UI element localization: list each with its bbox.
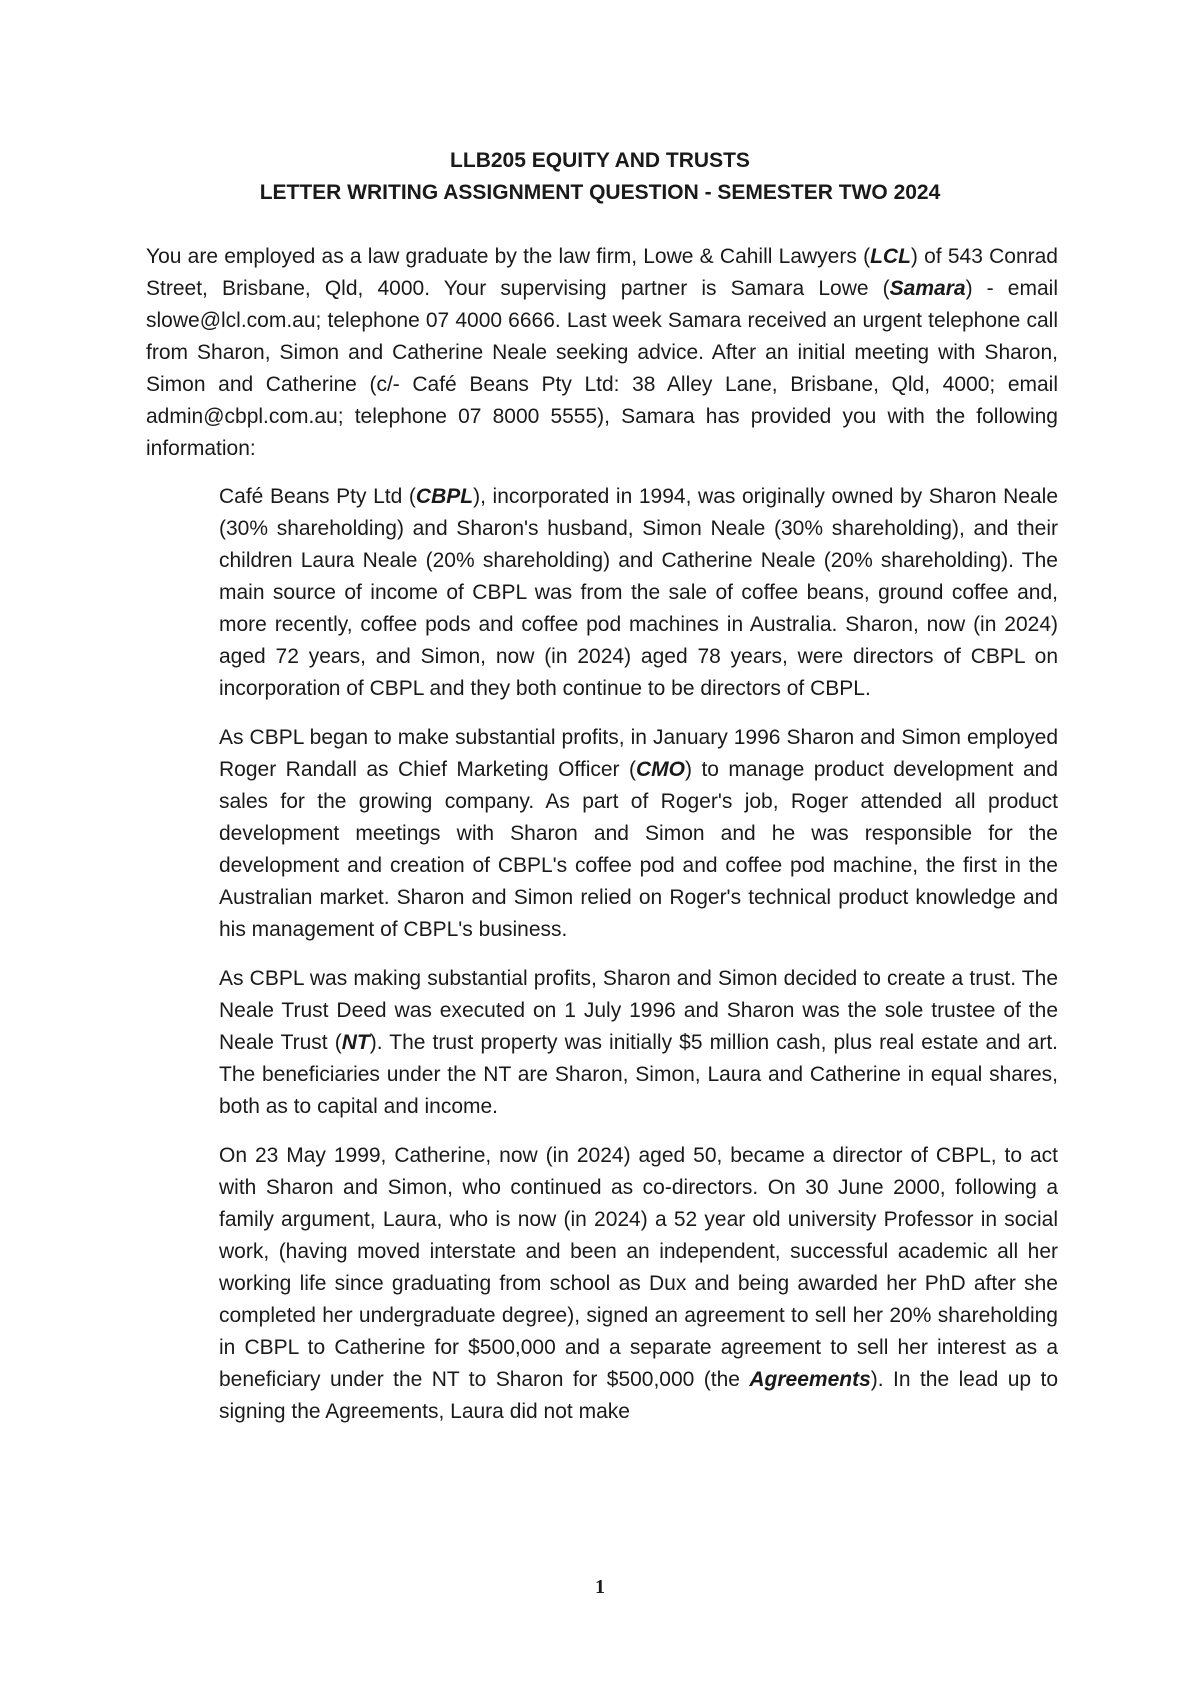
para1-text-a: Café Beans Pty Ltd ( (219, 485, 416, 508)
defined-term-lcl: LCL (870, 245, 911, 268)
defined-term-samara: Samara (889, 277, 966, 300)
para4-text-a: On 23 May 1999, Catherine, now (in 2024) aged 50, became a director of CBPL, to act with Sharon and Simon, who continued as co-directors. On 30 June 2000, following a family argument, Laura, who is now (in 2024) a 52 year old university Professor in social work, (having moved interstate and been an independent, successful academic all her working life since graduating from school as Dux and being awarded her PhD after she completed her undergraduate degree), signed an agreement to sell her 20% shareholding in CBPL to Catherine for $500,000 and a separate agreement to sell her interest as a beneficiary under the NT to Sharon for $500,000 (the (219, 1144, 1058, 1391)
para3-text-a: As CBPL was making substantial profits, Sharon and Simon decided to create a trust. The Neale Trust Deed was executed on 1 July 1996 and Sharon was the sole trustee of the Neale Trust ( (219, 967, 1058, 1054)
defined-term-nt: NT (341, 1031, 370, 1054)
facts-block (219, 481, 1058, 1445)
facts-paragraph-2 (219, 722, 1058, 946)
defined-term-agreements: Agreements (749, 1368, 871, 1391)
para1-text-b: ), incorporated in 1994, was originally owned by Sharon Neale (30% shareholding) and Sharon's husband, Simon Neale (30% shareholding), and their children Laura Neale (20% shareholding) and Catherine Neale (20% shareholding). The main source of income of CBPL was from the sale of coffee beans, ground coffee and, more recently, coffee pods and coffee pod machines in Australia. Sharon, now (in 2024) aged 72 years, and Simon, now (in 2024) aged 78 years, were directors of CBPL on incorporation of CBPL and they both continue to be directors of CBPL. (219, 485, 1058, 700)
intro-text-c: ) - email slowe@lcl.com.au; telephone 07 4000 6666. Last week Samara received an urgent telephone call from Sharon, Simon and Catherine Neale seeking advice. After an initial meeting with Sharon, Simon and Catherine (c/- Café Beans Pty Ltd: 38 Alley Lane, Brisbane, Qld, 4000; email admin@cbpl.com.au; telephone 07 8000 5555), Samara has provided you with the following information: (146, 277, 1058, 460)
intro-text-b: ) of 543 Conrad Street, Brisbane, Qld, 4000. Your supervising partner is Samara Lowe ( (146, 245, 1058, 300)
facts-paragraph-4 (219, 1140, 1058, 1428)
defined-term-cmo: CMO (636, 758, 685, 781)
page-number: 1 (595, 1576, 605, 1598)
defined-term-cbpl: CBPL (415, 485, 474, 508)
document-title (0, 145, 1200, 209)
title-line-1: LLB205 EQUITY AND TRUSTS (450, 149, 750, 172)
title-line-2: LETTER WRITING ASSIGNMENT QUESTION - SEMESTER TWO 2024 (259, 181, 941, 204)
intro-text-a: You are employed as a law graduate by the law firm, Lowe & Cahill Lawyers ( (146, 245, 871, 268)
facts-paragraph-1 (219, 481, 1058, 705)
para2-text-b: ) to manage product development and sales for the growing company. As part of Roger's job, Roger attended all product development meetings with Sharon and Simon and he was responsible for the development and creation of CBPL's coffee pod and coffee pod machine, the first in the Australian market. Sharon and Simon relied on Roger's technical product knowledge and his management of CBPL's business. (219, 758, 1058, 941)
facts-paragraph-3 (219, 963, 1058, 1123)
para3-text-b: ). The trust property was initially $5 million cash, plus real estate and art. The beneficiaries under the NT are Sharon, Simon, Laura and Catherine in equal shares, both as to capital and income. (219, 1031, 1058, 1118)
para4-text-b: ). In the lead up to signing the Agreements, Laura did not make (219, 1368, 1058, 1423)
para2-text-a: As CBPL began to make substantial profits, in January 1996 Sharon and Simon employed Roger Randall as Chief Marketing Officer ( (219, 726, 1058, 781)
intro-paragraph (146, 241, 1058, 465)
